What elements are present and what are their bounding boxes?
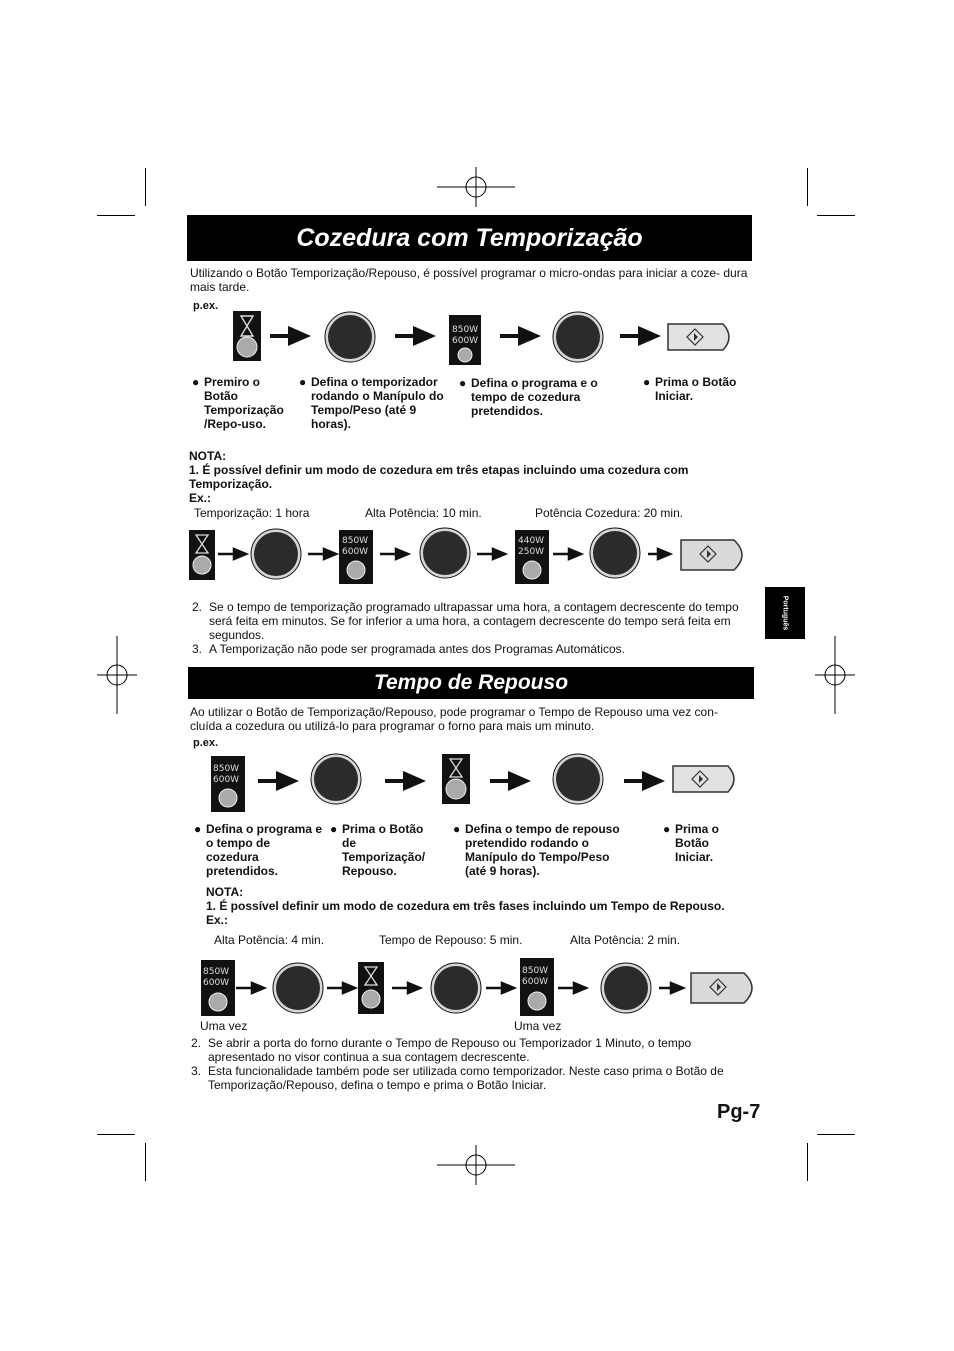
arrow-icon [500, 327, 538, 345]
section1-intro: Utilizando o Botão Temporização/Repouso, é possível programar o micro-ondas para iniciar a coze- dura mais tarde. [190, 266, 748, 294]
power-panel-icon [201, 960, 235, 1016]
registration-mark-icon [437, 167, 515, 207]
crop-mark [807, 168, 808, 206]
step-text: Prima o Botão Iniciar. [655, 375, 737, 403]
power-panel-icon [520, 958, 554, 1016]
power-label: 600W [213, 775, 240, 785]
section1-ex-caption: Potência Cozedura: 20 min. [535, 506, 684, 520]
crop-mark [145, 1143, 146, 1181]
power-panel-icon [449, 315, 481, 365]
bullet: ● [299, 375, 307, 389]
bullet: ● [643, 375, 651, 389]
crop-mark [97, 215, 135, 216]
arrow-icon [327, 981, 357, 995]
dial-icon [430, 962, 482, 1014]
step-text: Defina o temporizador rodando o Manípulo do Tempo/Peso (até 9 horas). [311, 375, 444, 431]
note-text: Se o tempo de temporização programado ultrapassar uma hora, a contagem decrescente do tempo será feita em minutos. Se for inferior a uma hora, a contagem decrescente do tempo será feita em segundos. [209, 600, 739, 642]
arrow-icon [380, 547, 410, 561]
step-text: Defina o tempo de repouso pretendido rodando o Manípulo do Tempo/Peso (até 9 horas). [465, 822, 620, 878]
power-panel-icon [515, 530, 549, 584]
note-number: 2. [191, 1036, 202, 1050]
arrow-icon [392, 981, 422, 995]
bullet: ● [459, 376, 467, 390]
section2-ex-caption: Alta Potência: 4 min. [214, 933, 325, 947]
arrow-icon [236, 981, 266, 995]
section2-step-1 [194, 822, 324, 878]
arrow-icon [385, 772, 423, 790]
power-label: 850W [203, 967, 230, 977]
dial-icon [589, 527, 641, 579]
arrow-icon [486, 981, 516, 995]
page-number: Pg-7 [717, 1101, 761, 1123]
bullet: ● [330, 822, 338, 836]
power-panel-icon [211, 756, 245, 812]
section1-note-2 [192, 600, 752, 642]
arrow-icon [648, 547, 672, 561]
dial-icon [310, 753, 362, 805]
hourglass-icon [189, 530, 215, 580]
power-label: 850W [213, 764, 240, 774]
bullet: ● [663, 822, 671, 836]
section2-example-label: p.ex. [193, 737, 219, 749]
arrow-icon [624, 772, 662, 790]
section2-title: Tempo de Repouso [373, 671, 569, 694]
crop-mark [817, 215, 855, 216]
dial-icon [272, 962, 324, 1014]
section1-step-2 [299, 375, 449, 431]
arrow-icon [308, 547, 338, 561]
section2-ex-caption: Tempo de Repouso: 5 min. [379, 933, 523, 947]
note-text: Se abrir a porta do forno durante o Tempo de Repouso ou Temporizador 1 Minuto, o tempo apresentado no visor continua a sua contagem decrescente. [208, 1036, 692, 1064]
section1-note-3 [192, 642, 752, 656]
arrow-icon [553, 547, 583, 561]
step-text: Premiro o Botão Temporização /Repo-uso. [204, 375, 284, 431]
once-label: Uma vez [200, 1019, 248, 1033]
power-label: 250W [518, 547, 545, 557]
section1-step-4 [643, 375, 753, 403]
language-tab [765, 587, 805, 639]
hourglass-icon [233, 311, 261, 361]
hourglass-icon [358, 962, 384, 1014]
note-text: A Temporização não pode ser programada antes dos Programas Automáticos. [209, 642, 626, 656]
language-tab-label: Português [781, 595, 789, 631]
arrow-icon [218, 547, 248, 561]
power-label: 850W [522, 966, 549, 976]
bullet: ● [192, 375, 200, 389]
crop-mark [817, 1134, 855, 1135]
section2-note-title: NOTA: [206, 885, 244, 899]
dial-icon [324, 311, 376, 363]
bullet: ● [194, 822, 202, 836]
section1-note-title: NOTA: [189, 449, 227, 463]
section2-title-banner [188, 667, 754, 699]
power-label: 850W [342, 536, 369, 546]
section1-example-label: p.ex. [193, 300, 219, 312]
step-text: Defina o programa e o tempo de cozedura pretendidos. [471, 376, 598, 418]
dial-icon [250, 528, 302, 580]
section1-step-3 [459, 376, 609, 418]
registration-mark-icon [437, 1145, 515, 1185]
dial-icon [552, 753, 604, 805]
arrow-icon [659, 981, 685, 995]
registration-mark-icon [97, 636, 137, 714]
start-button-icon [670, 763, 742, 795]
note-text: Esta funcionalidade também pode ser utilizada como temporizador. Neste caso prima o Botão de Temporização/Repouso, defina o tempo e prima o Botão Iniciar. [208, 1064, 724, 1092]
power-label: 600W [522, 977, 549, 987]
bullet: ● [453, 822, 461, 836]
section1-ex-label: Ex.: [189, 491, 212, 505]
power-label: 600W [342, 547, 369, 557]
arrow-icon [477, 547, 507, 561]
start-button-icon [665, 321, 737, 353]
step-text: Prima o Botão de Temporização/ Repouso. [342, 822, 426, 878]
once-label: Uma vez [514, 1019, 562, 1033]
dial-icon [600, 962, 652, 1014]
step-text: Defina o programa e o tempo de cozedura pretendidos. [206, 822, 323, 878]
note-number: 3. [192, 642, 203, 656]
crop-mark [145, 168, 146, 206]
arrow-icon [490, 772, 528, 790]
section2-intro: Ao utilizar o Botão de Temporização/Repouso, pode programar o Tempo de Repouso uma vez con- cluída a cozedura ou utilizá-lo para programar o forno para mais um minuto. [190, 705, 718, 733]
section1-note-1: 1. É possível definir um modo de cozedura em três etapas incluindo uma cozedura com Temporização. [189, 463, 689, 491]
hourglass-icon [442, 754, 470, 804]
section1-ex-caption: Temporização: 1 hora [194, 506, 310, 520]
section2-ex-caption: Alta Potência: 2 min. [570, 933, 681, 947]
power-label: 440W [518, 536, 545, 546]
power-label: 600W [203, 978, 230, 988]
arrow-icon [395, 327, 433, 345]
power-label: 600W [452, 336, 479, 346]
section1-title: Cozedura com Temporização [296, 224, 643, 252]
note-number: 2. [192, 600, 203, 614]
crop-mark [97, 1134, 135, 1135]
start-button-icon [688, 970, 760, 1006]
arrow-icon [258, 772, 296, 790]
section1-title-banner [187, 215, 752, 261]
crop-mark [807, 1143, 808, 1181]
section2-note-3 [191, 1064, 751, 1092]
start-button-icon [678, 537, 750, 573]
power-label: 850W [452, 325, 479, 335]
step-text: Prima o Botão Iniciar. [675, 822, 720, 864]
arrow-icon [558, 981, 588, 995]
registration-mark-icon [815, 636, 855, 714]
section1-step-1 [192, 375, 292, 431]
section2-step-3 [453, 822, 633, 878]
section2-ex-label: Ex.: [206, 913, 229, 927]
power-panel-icon [339, 530, 373, 584]
section2-step-4 [663, 822, 733, 864]
section2-step-2 [330, 822, 440, 878]
section2-note-1: 1. É possível definir um modo de cozedura em três fases incluindo um Tempo de Repouso. [206, 899, 725, 913]
arrow-icon [270, 327, 308, 345]
dial-icon [552, 311, 604, 363]
note-number: 3. [191, 1064, 202, 1078]
dial-icon [419, 527, 471, 579]
section1-ex-caption: Alta Potência: 10 min. [365, 506, 482, 520]
section2-note-2 [191, 1036, 751, 1064]
arrow-icon [620, 327, 658, 345]
